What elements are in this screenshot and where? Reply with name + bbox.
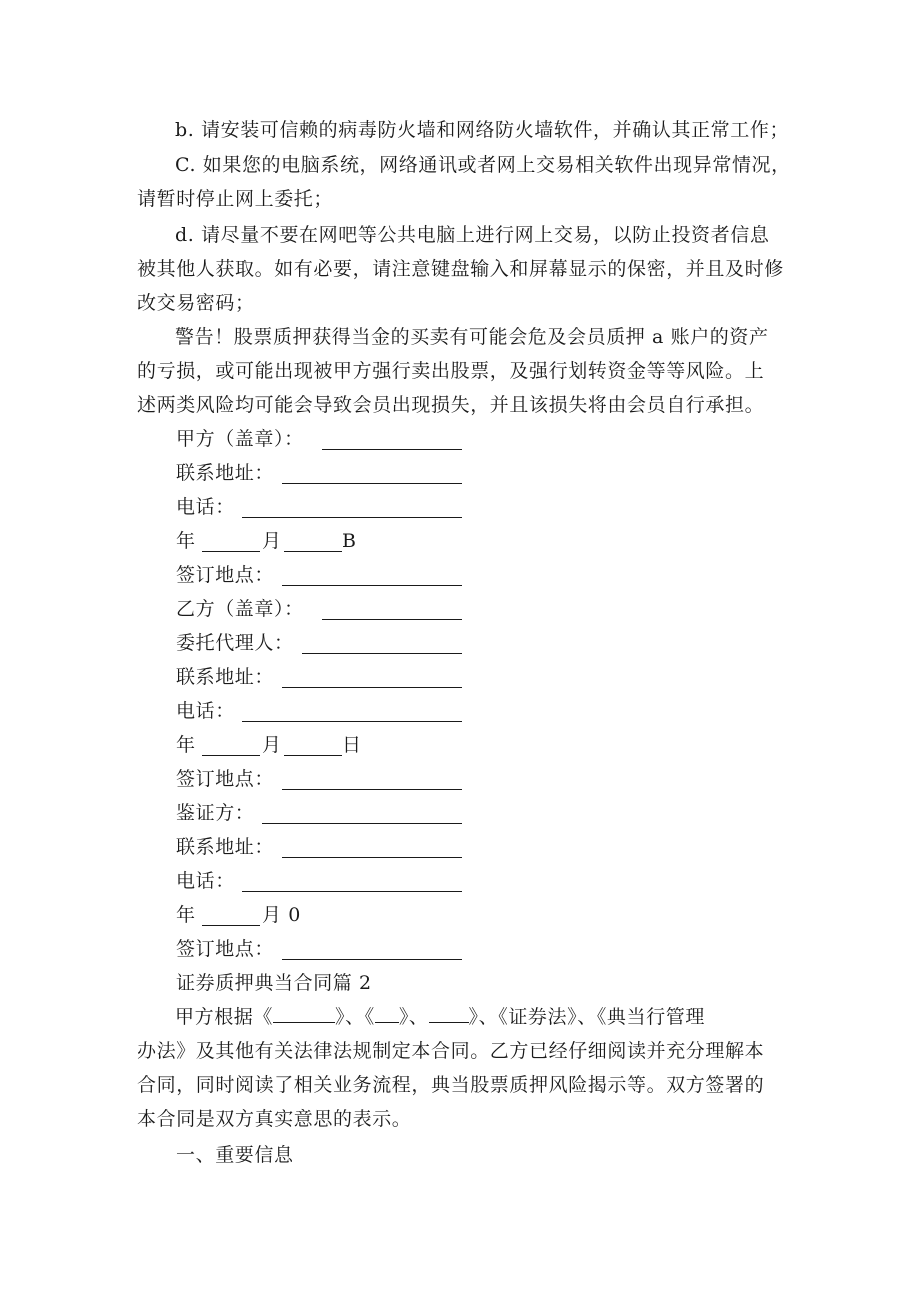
clause-d — [137, 218, 797, 320]
party-a-address-blank — [282, 483, 462, 484]
party-b-address-label: 联系地址： — [176, 666, 275, 688]
party-b-date-month-blank — [284, 755, 342, 756]
risk-warning-line-2: 的亏损，或可能出现被甲方强行卖出股票，及强行划转资金等等风险。上 — [137, 360, 765, 382]
notary-date-month: 月 0 — [262, 904, 301, 926]
notary-label: 鉴证方： — [176, 802, 255, 824]
contract-2-intro — [137, 1000, 797, 1136]
party-b-address-blank — [282, 687, 462, 688]
clause-b — [137, 113, 797, 147]
contract-2-title: 证券质押典当合同篇 2 — [176, 972, 372, 994]
party-b-agent-blank — [302, 653, 462, 654]
party-b-place-blank — [282, 789, 462, 790]
clause-c — [137, 148, 797, 216]
party-a-address-label: 联系地址： — [176, 462, 275, 484]
clause-d-line-1: d. 请尽量不要在网吧等公共电脑上进行网上交易，以防止投资者信息 — [175, 224, 770, 246]
contract-2-intro-segment-2: 》、《 — [335, 1006, 375, 1028]
contract-2-intro-line-3: 合同，同时阅读了相关业务流程，典当股票质押风险揭示等。双方签署的 — [137, 1074, 765, 1096]
party-a-seal-field — [176, 422, 304, 456]
party-b-agent-field — [176, 626, 294, 660]
party-b-date-field — [176, 728, 362, 762]
notary-address-field — [176, 830, 274, 864]
party-b-seal-label: 乙方（盖章）： — [176, 598, 304, 620]
notary-phone-field — [176, 864, 235, 898]
party-a-date-day: B — [342, 530, 357, 552]
party-b-phone-label: 电话： — [176, 700, 235, 722]
party-b-place-label: 签订地点： — [176, 768, 275, 790]
party-a-phone-blank — [242, 517, 462, 518]
clause-c-line-2: 请暂时停止网上委托； — [137, 188, 334, 210]
party-b-date-month: 月 — [262, 734, 282, 756]
party-a-date-year: 年 — [176, 530, 196, 552]
clause-c-line-1: C. 如果您的电脑系统，网络通讯或者网上交易相关软件出现异常情况， — [175, 154, 791, 176]
contract-2-intro-line-4: 本合同是双方真实意思的表示。 — [137, 1108, 412, 1130]
party-a-date-year-blank — [202, 551, 260, 552]
party-b-phone-field — [176, 694, 235, 728]
party-a-place-blank — [282, 585, 462, 586]
notary-date-field — [176, 898, 301, 932]
notary-address-label: 联系地址： — [176, 836, 275, 858]
notary-blank — [262, 823, 462, 824]
risk-warning-line-1: 警告！股票质押获得当金的买卖有可能会危及会员质押 a 账户的资产 — [175, 326, 769, 348]
party-a-place-field — [176, 558, 274, 592]
clause-d-line-3: 改交易密码； — [137, 292, 255, 314]
party-b-date-day: 日 — [342, 734, 362, 756]
party-b-agent-label: 委托代理人： — [176, 632, 294, 654]
contract-2-intro-segment-3: 》、 — [398, 1006, 429, 1028]
contract-2-law-blank-1 — [273, 1002, 335, 1023]
party-b-seal-field — [176, 592, 304, 626]
contract-2-intro-segment-1: 甲方根据《 — [175, 1006, 274, 1028]
notary-field — [176, 796, 254, 830]
notary-place-blank — [282, 959, 462, 960]
notary-date-year-blank — [202, 925, 260, 926]
section-heading-important-info: 一、重要信息 — [176, 1144, 294, 1166]
party-a-place-label: 签订地点： — [176, 564, 275, 586]
clause-d-line-2: 被其他人获取。如有必要，请注意键盘输入和屏幕显示的保密，并且及时修 — [137, 258, 784, 280]
risk-warning-line-3: 述两类风险均可能会导致会员出现损失，并且该损失将由会员自行承担。 — [137, 394, 765, 416]
contract-2-intro-line-2: 办法》及其他有关法律法规制定本合同。乙方已经仔细阅读并充分理解本 — [137, 1040, 765, 1062]
party-b-place-field — [176, 762, 274, 796]
party-b-seal-blank — [322, 619, 462, 620]
clause-b-line-1: b. 请安装可信赖的病毒防火墙和网络防火墙软件，并确认其正常工作； — [175, 119, 790, 141]
risk-warning — [137, 320, 797, 422]
party-a-seal-label: 甲方（盖章）： — [176, 428, 304, 450]
contract-2-law-blank-3 — [429, 1002, 469, 1023]
notary-address-blank — [282, 857, 462, 858]
party-a-phone-label: 电话： — [176, 496, 235, 518]
party-b-phone-blank — [242, 721, 462, 722]
party-a-date-month: 月 — [262, 530, 282, 552]
notary-phone-label: 电话： — [176, 870, 235, 892]
party-b-address-field — [176, 660, 274, 694]
contract-2-intro-line-1 — [137, 1000, 797, 1034]
party-a-date-month-blank — [284, 551, 342, 552]
party-a-seal-blank — [322, 449, 462, 450]
notary-date-year: 年 — [176, 904, 196, 926]
notary-place-field — [176, 932, 274, 966]
party-a-address-field — [176, 456, 274, 490]
party-a-phone-field — [176, 490, 235, 524]
party-b-date-year-blank — [202, 755, 260, 756]
party-b-date-year: 年 — [176, 734, 196, 756]
notary-place-label: 签订地点： — [176, 938, 275, 960]
contract-2-law-blank-2 — [375, 1002, 399, 1023]
notary-phone-blank — [242, 891, 462, 892]
contract-2-intro-segment-4: 》、《证券法》、《典当行管理 — [468, 1006, 705, 1028]
party-a-date-field — [176, 524, 357, 558]
